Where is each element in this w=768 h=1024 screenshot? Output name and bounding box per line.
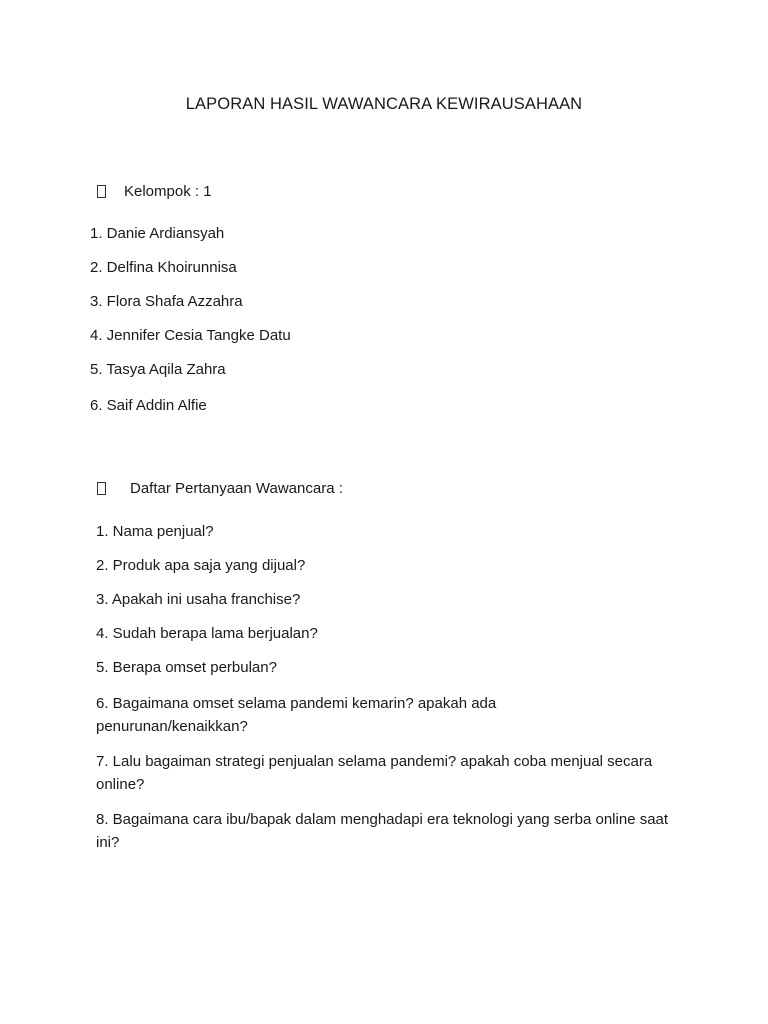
group-heading <box>97 181 397 203</box>
member-item: 2. Delfina Khoirunnisa <box>90 259 237 276</box>
member-item: 4. Jennifer Cesia Tangke Datu <box>90 327 291 344</box>
question-item: 2. Produk apa saja yang dijual? <box>96 557 306 574</box>
question-item: 3. Apakah ini usaha franchise? <box>96 591 301 608</box>
question-item: 7. Lalu bagaiman strategi penjualan selama pandemi? apakah coba menjual secara online? <box>96 753 653 793</box>
question-item: 1. Nama penjual? <box>96 523 214 540</box>
question-item: 8. Bagaimana cara ibu/bapak dalam menghadapi era teknologi yang serba online saat ini? <box>96 811 669 851</box>
member-item: 5. Tasya Aqila Zahra <box>90 361 226 378</box>
member-item: 3. Flora Shafa Azzahra <box>90 293 243 310</box>
group-label: Kelompok : 1 <box>124 183 212 200</box>
question-item: 4. Sudah berapa lama berjualan? <box>96 625 318 642</box>
member-item: 1. Danie Ardiansyah <box>90 225 225 242</box>
document-title: LAPORAN HASIL WAWANCARA KEWIRAUSAHAAN <box>185 95 583 113</box>
questions-label: Daftar Pertanyaan Wawancara : <box>130 480 343 497</box>
question-item: 5. Berapa omset perbulan? <box>96 659 277 676</box>
member-item: 6. Saif Addin Alfie <box>90 397 207 414</box>
missing-glyph-icon <box>97 185 106 198</box>
missing-glyph-icon <box>97 482 106 495</box>
question-item: 6. Bagaimana omset selama pandemi kemarin? apakah ada penurunan/kenaikkan? <box>96 695 497 735</box>
questions-heading <box>97 478 497 500</box>
